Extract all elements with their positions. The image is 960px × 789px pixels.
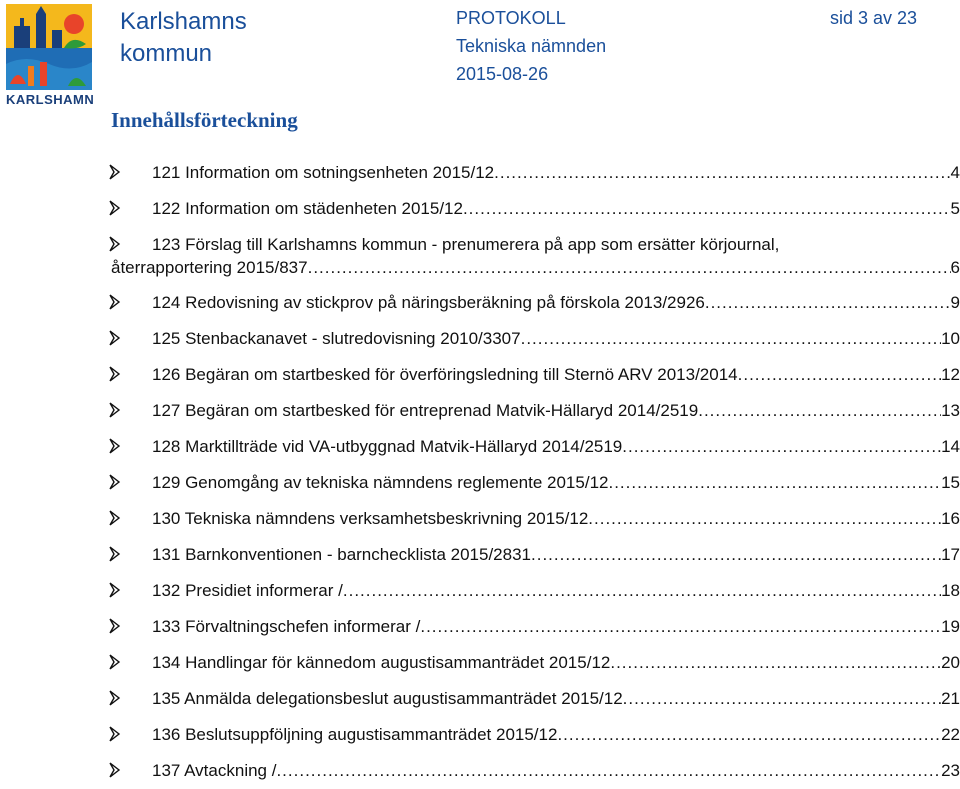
toc-page-number: 15	[941, 473, 960, 492]
toc-dot-leader	[608, 472, 941, 494]
toc-dot-leader	[698, 400, 941, 422]
document-type: PROTOKOLL	[456, 8, 566, 28]
toc-entry[interactable]	[0, 609, 960, 645]
toc-entry[interactable]	[0, 753, 960, 789]
toc-page-number: 5	[950, 199, 960, 218]
toc-dot-leader	[588, 508, 941, 530]
karlshamn-logo	[6, 4, 95, 108]
document-heading	[456, 4, 606, 88]
arrow-bullet-icon	[108, 689, 122, 707]
toc-dot-leader	[623, 688, 941, 710]
toc-entry[interactable]	[0, 717, 960, 753]
arrow-bullet-icon	[108, 401, 122, 419]
arrow-bullet-icon	[108, 581, 122, 599]
toc-entry-title: 124 Redovisning av stickprov på näringsberäkning på förskola 2013/2926	[152, 293, 705, 312]
arrow-bullet-icon	[108, 761, 122, 779]
toc-entry[interactable]	[0, 227, 960, 285]
meeting-date: 2015-08-26	[456, 64, 549, 84]
toc-page-number: 10	[941, 329, 960, 348]
toc-page-number: 14	[941, 437, 960, 456]
toc-dot-leader	[557, 724, 941, 746]
toc-entry[interactable]	[0, 681, 960, 717]
toc-page-number: 13	[941, 401, 960, 420]
arrow-bullet-icon	[108, 617, 122, 635]
toc-entry[interactable]	[0, 321, 960, 357]
table-of-contents	[0, 155, 960, 789]
toc-dot-leader	[705, 292, 951, 314]
toc-dot-leader	[420, 616, 941, 638]
toc-page-number: 23	[941, 761, 960, 780]
toc-entry[interactable]	[0, 501, 960, 537]
toc-entry[interactable]	[0, 573, 960, 609]
toc-entry[interactable]	[0, 393, 960, 429]
arrow-bullet-icon	[108, 329, 122, 347]
toc-entry-title: 121 Information om sotningsenheten 2015/12	[152, 163, 495, 182]
toc-entry-title: 123 Förslag till Karlshamns kommun - prenumerera på app som ersätter körjournal,	[152, 235, 780, 254]
arrow-bullet-icon	[108, 473, 122, 491]
toc-entry[interactable]	[0, 285, 960, 321]
toc-page-number: 22	[941, 725, 960, 744]
toc-entry-title: 127 Begäran om startbesked för entreprenad Matvik-Hällaryd 2014/2519	[152, 401, 699, 420]
toc-entry-title: 134 Handlingar för kännedom augustisammanträdet 2015/12	[152, 653, 611, 672]
toc-entry-title: 136 Beslutsuppföljning augustisammanträdet 2015/12	[152, 725, 558, 744]
toc-title: Innehållsförteckning	[111, 108, 298, 132]
organization-name	[120, 6, 247, 70]
toc-dot-leader	[531, 544, 941, 566]
toc-page-number: 21	[941, 689, 960, 708]
toc-entry-title-continued: återrapportering 2015/837	[111, 258, 308, 277]
logo-wordmark: KARLSHAMN	[6, 92, 95, 107]
toc-entry[interactable]	[0, 465, 960, 501]
org-line-2: kommun	[120, 40, 213, 67]
toc-dot-leader	[738, 364, 941, 386]
toc-dot-leader	[463, 198, 951, 220]
toc-page-number: 20	[941, 653, 960, 672]
toc-entry-title: 135 Anmälda delegationsbeslut augustisammanträdet 2015/12	[152, 689, 623, 708]
toc-page-number: 9	[950, 293, 960, 312]
toc-page-number: 6	[950, 258, 960, 277]
toc-entry-title: 129 Genomgång av tekniska nämndens reglemente 2015/12	[152, 473, 609, 492]
toc-dot-leader	[308, 257, 951, 279]
toc-entry-title: 131 Barnkonventionen - barnchecklista 2015/2831	[152, 545, 531, 564]
toc-entry-title: 125 Stenbackanavet - slutredovisning 2010/3307	[152, 329, 521, 348]
arrow-bullet-icon	[108, 235, 122, 253]
toc-dot-leader	[343, 580, 941, 602]
toc-dot-leader	[521, 328, 941, 350]
org-line-1: Karlshamns	[120, 8, 247, 35]
arrow-bullet-icon	[108, 163, 122, 181]
toc-entry[interactable]	[0, 645, 960, 681]
toc-dot-leader	[494, 162, 950, 184]
toc-page-number: 4	[950, 163, 960, 182]
toc-entry[interactable]	[0, 429, 960, 465]
toc-entry-title: 122 Information om städenheten 2015/12	[152, 199, 463, 218]
toc-entry-title: 133 Förvaltningschefen informerar /	[152, 617, 421, 636]
arrow-bullet-icon	[108, 545, 122, 563]
toc-dot-leader	[276, 760, 941, 782]
toc-page-number: 12	[941, 365, 960, 384]
toc-entry-title: 137 Avtackning /	[152, 761, 277, 780]
toc-page-number: 18	[941, 581, 960, 600]
toc-page-number: 17	[941, 545, 960, 564]
committee-name: Tekniska nämnden	[456, 36, 607, 56]
arrow-bullet-icon	[108, 509, 122, 527]
toc-entry-title: 126 Begäran om startbesked för överföringsledning till Sternö ARV 2013/2014	[152, 365, 738, 384]
toc-entry[interactable]	[0, 357, 960, 393]
arrow-bullet-icon	[108, 199, 122, 217]
toc-dot-leader	[622, 436, 941, 458]
arrow-bullet-icon	[108, 725, 122, 743]
page-indicator: sid 3 av 23	[830, 8, 918, 28]
arrow-bullet-icon	[108, 437, 122, 455]
toc-entry[interactable]	[0, 537, 960, 573]
toc-entry[interactable]	[0, 191, 960, 227]
toc-page-number: 16	[941, 509, 960, 528]
toc-dot-leader	[610, 652, 941, 674]
toc-page-number: 19	[941, 617, 960, 636]
toc-entry-title: 130 Tekniska nämndens verksamhetsbeskrivning 2015/12	[152, 509, 589, 528]
toc-entry-title: 132 Presidiet informerar /	[152, 581, 343, 600]
arrow-bullet-icon	[108, 653, 122, 671]
toc-entry-title: 128 Marktillträde vid VA-utbyggnad Matvik-Hällaryd 2014/2519	[152, 437, 623, 456]
toc-entry[interactable]	[0, 155, 960, 191]
arrow-bullet-icon	[108, 365, 122, 383]
arrow-bullet-icon	[108, 293, 122, 311]
